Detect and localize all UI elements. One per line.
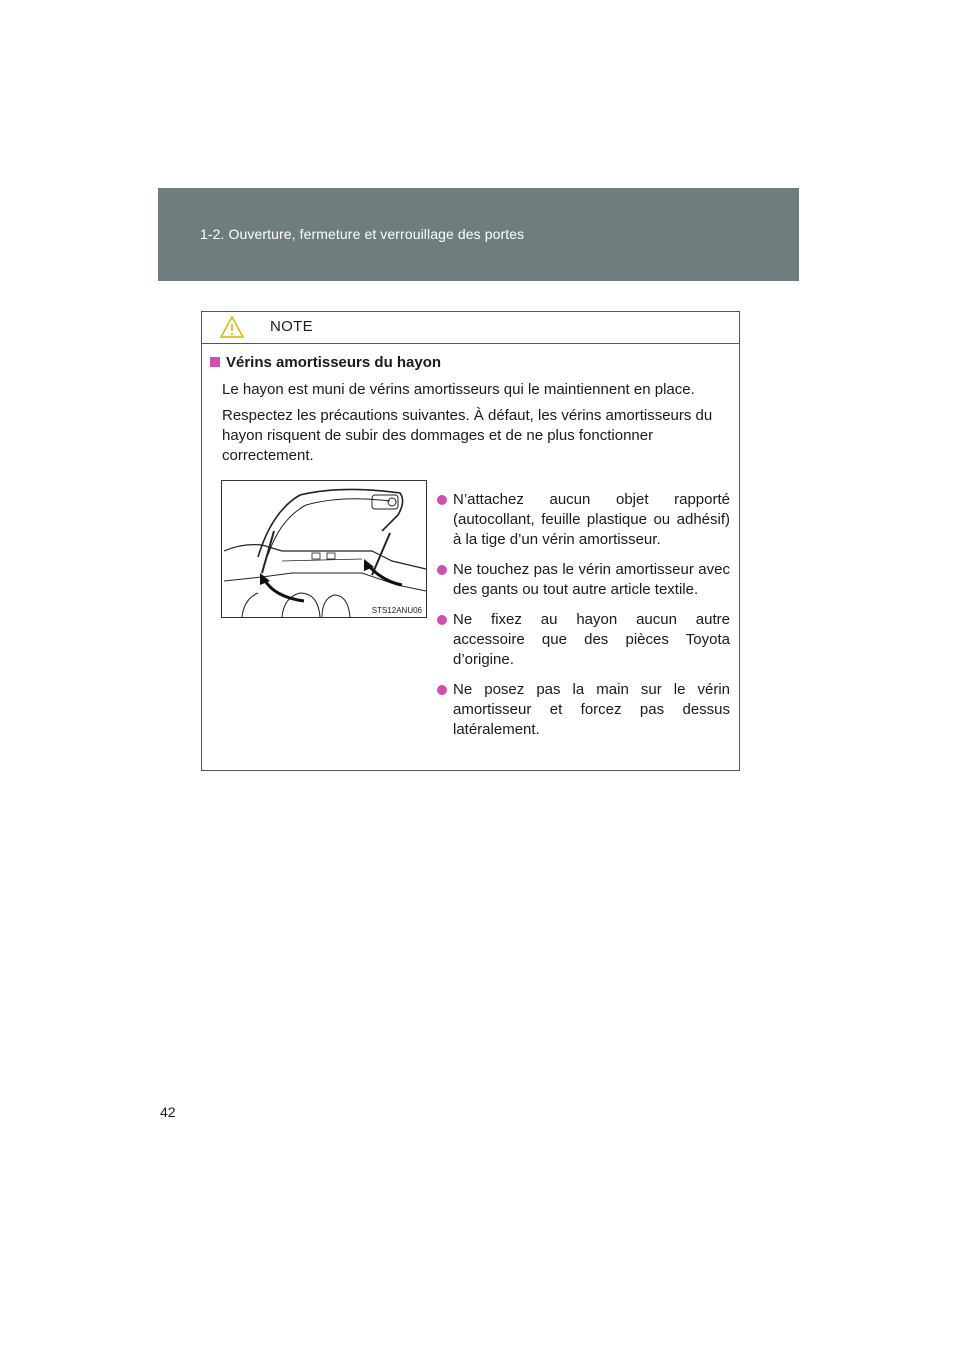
bullet-dot-icon xyxy=(437,565,447,575)
precaution-list xyxy=(437,490,730,750)
section-title: 1-2. Ouverture, fermeture et verrouillage des portes xyxy=(200,226,525,242)
bullet-dot-icon xyxy=(437,615,447,625)
list-item: Ne posez pas la main sur le vérin amortisseur et forcez pas dessus latéralement. xyxy=(437,680,730,740)
note-box xyxy=(201,311,740,771)
note-label: NOTE xyxy=(270,318,313,335)
list-item: Ne touchez pas le vérin amortisseur avec des gants ou tout autre article textile. xyxy=(437,560,730,600)
section-header xyxy=(158,188,799,281)
bullet-dot-icon xyxy=(437,495,447,505)
note-title: Vérins amortisseurs du hayon xyxy=(210,354,441,371)
note-header xyxy=(202,312,739,344)
list-item: N’attachez aucun objet rapporté (autocollant, feuille plastique ou adhésif) à la tige d’un vérin amortisseur. xyxy=(437,490,730,550)
tailgate-illustration xyxy=(221,480,427,618)
square-bullet-icon xyxy=(210,357,220,367)
tailgate-drawing xyxy=(222,481,427,618)
warning-triangle-icon xyxy=(220,316,244,338)
bullet-dot-icon xyxy=(437,685,447,695)
list-item: Ne fixez au hayon aucun autre accessoire que des pièces Toyota d’origine. xyxy=(437,610,730,670)
page-number: 42 xyxy=(160,1104,176,1120)
intro-text: Le hayon est muni de vérins amortisseurs qui le maintiennent en place. xyxy=(222,381,695,398)
warning-text: Respectez les précautions suivantes. À défaut, les vérins amortisseurs du hayon risquent de subir des dommages et de ne plus fonctionner correctement. xyxy=(222,407,713,464)
figure-code: STS12ANU06 xyxy=(371,606,422,615)
